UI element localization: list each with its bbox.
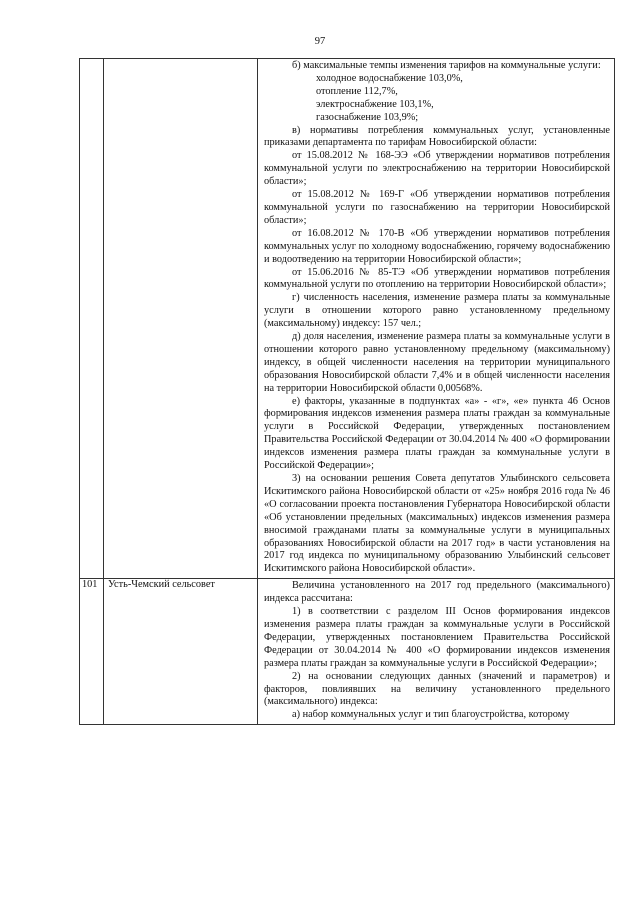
table-row-101 <box>80 579 615 725</box>
page-number: 97 <box>314 36 326 47</box>
paragraph: электроснабжение 103,1%, <box>316 98 434 110</box>
municipality-name-cell: Усть-Чемский сельсовет <box>104 579 258 725</box>
paragraph: 1) в соответствии с разделом III Основ формирования индексов изменения размера платы граждан за коммунальные услуги в Российской Федерации, утвержденных постановлением Правительства Российской Федерации от 30.04.2014 № 400 «О формировании индексов изменения размера платы граждан за коммунальные услуги в Российской Федерации»; <box>264 606 610 669</box>
row-number-cell: 101 <box>80 579 104 725</box>
paragraph: б) максимальные темпы изменения тарифов на коммунальные услуги: <box>292 60 601 71</box>
paragraph: Величина установленного на 2017 год предельного (максимального) индекса рассчитана: <box>264 580 610 605</box>
paragraph: д) доля населения, изменение размера платы за коммунальные услуги в отношении которого равно установленному предельному (максимальному) индексу, в общей численности населения на территории муниципального образования Новосибирской области 7,4% и в общей численности населения на территории Новосибирской области 0,00568%. <box>264 331 610 394</box>
paragraph: а) набор коммунальных услуг и тип благоустройства, которому <box>292 709 570 721</box>
municipality-name-cell <box>104 59 258 579</box>
paragraph: 3) на основании решения Совета депутатов Улыбинского сельсовета Искитимского района Новосибирской области от «25» ноября 2016 года № 46 «О согласовании проекта постановления Губернатора Новосибирской области «Об установлении предельных (максимальных) индексов изменения размера вносимой гражданами платы за коммунальные услуги в муниципальных образованиях Новосибирской области на 2017 год» в части установления на 2017 год индекса по муниципальному образованию Улыбинский сельсовет Искитимского района Новосибирской области». <box>264 473 610 575</box>
paragraph: отопление 112,7%, <box>316 85 398 97</box>
description-cell <box>258 59 615 579</box>
paragraph: от 15.08.2012 № 168-ЭЭ «Об утверждении нормативов потребления коммунальной услуги по электроснабжению на территории Новосибирской области»; <box>264 150 610 188</box>
paragraph: от 15.08.2012 № 169-Г «Об утверждении нормативов потребления коммунальной услуги по газоснабжению на территории Новосибирской области»; <box>264 189 610 226</box>
paragraph: е) факторы, указанные в подпунктах «а» - «г», «е» пункта 46 Основ формирования индексов изменения размера платы граждан за коммунальные услуги в Российской Федерации, утвержденных постановлением Правительства Российской Федерации от 30.04.2014 № 400 «О формировании индексов изменения размера платы граждан за коммунальные услуги в Российской Федерации»; <box>264 395 610 472</box>
paragraph: г) численность населения, изменение размера платы за коммунальные услуги в отношении которого равно установленному предельному (максимальному) индексу: 157 чел.; <box>264 292 610 330</box>
paragraph: в) нормативы потребления коммунальных услуг, установленные приказами департамента по тарифам Новосибирской области: <box>264 124 610 149</box>
paragraph: холодное водоснабжение 103,0%, <box>316 72 463 84</box>
paragraph: от 15.06.2016 № 85-ТЭ «Об утверждении нормативов потребления коммунальной услуги по отоплению на территории Новосибирской области»; <box>264 266 610 291</box>
paragraph: 2) на основании следующих данных (значений и параметров) и факторов, повлиявших на величину установленного предельного (максимального) индекса: <box>264 670 610 708</box>
row-number-cell <box>80 59 104 579</box>
municipality-index-table <box>79 58 615 725</box>
paragraph: газоснабжение 103,9%; <box>316 111 419 123</box>
paragraph: от 16.08.2012 № 170-В «Об утверждении нормативов потребления коммунальных услуг по холодному водоснабжению, горячему водоснабжению и водоотведению на территории Новосибирской области»; <box>264 227 611 265</box>
table-row-continuation <box>80 59 615 579</box>
description-cell <box>258 579 615 725</box>
